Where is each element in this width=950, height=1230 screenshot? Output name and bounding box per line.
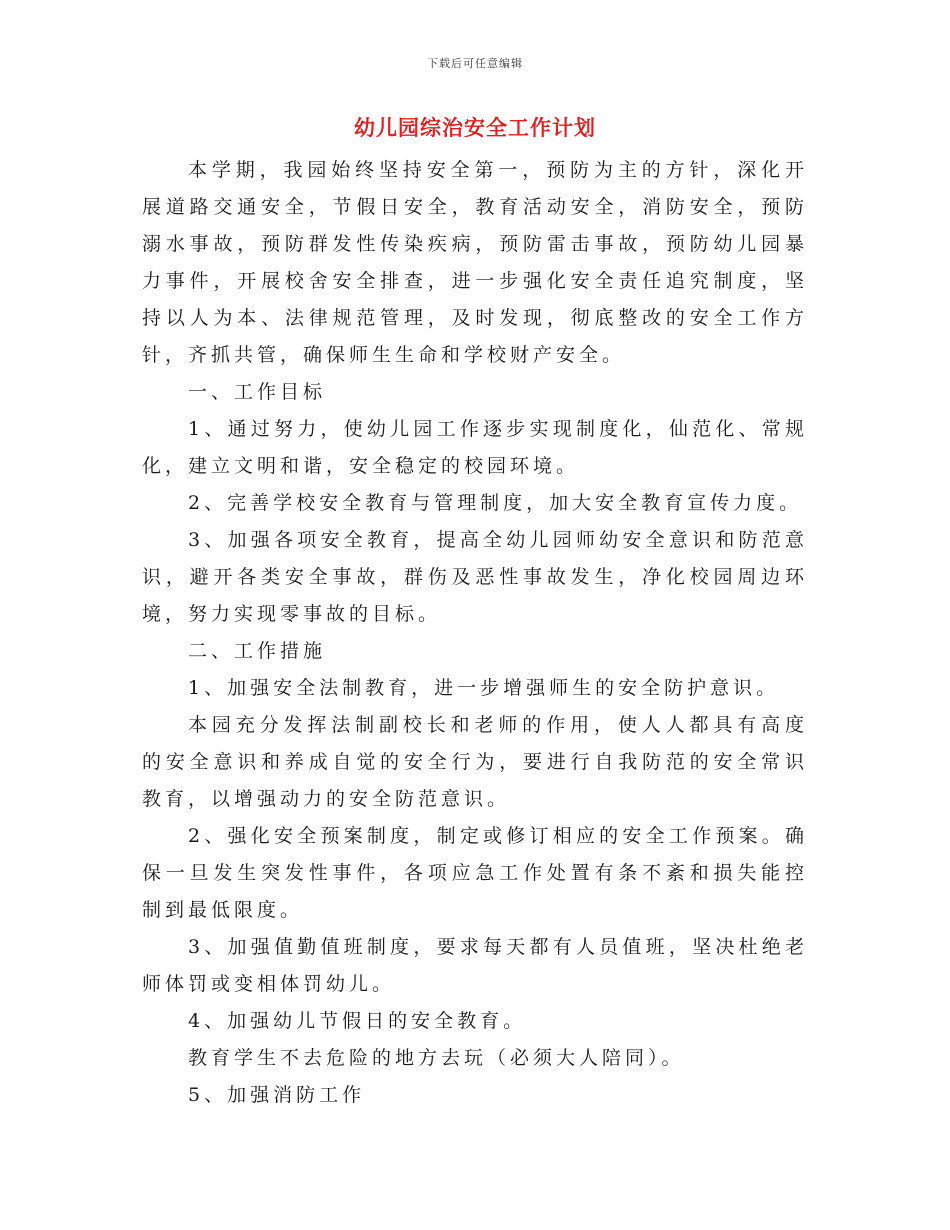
paragraph-measure-2: 2、强化安全预案制度，制定或修订相应的安全工作预案。确保一旦发生突发性事件，各项应急工作处置有条不紊和损失能控制到最低限度。	[142, 825, 808, 921]
paragraph-measure-1: 1、加强安全法制教育，进一步增强师生的安全防护意识。	[188, 677, 780, 699]
section-heading-measures: 二、工作措施	[188, 640, 327, 662]
paragraph-goal-2: 2、完善学校安全教育与管理制度，加大安全教育宣传力度。	[188, 492, 803, 514]
document-body	[142, 152, 808, 1114]
paragraph-measure-4-detail: 教育学生不去危险的地方去玩（必须大人陪同）。	[188, 1047, 685, 1069]
paragraph-measure-5: 5、加强消防工作	[188, 1084, 366, 1106]
paragraph-measure-4: 4、加强幼儿节假日的安全教育。	[188, 1010, 527, 1032]
paragraph-intro: 本学期，我园始终坚持安全第一，预防为主的方针，深化开展道路交通安全，节假日安全，教育活动安全，消防安全，预防溺水事故，预防群发性传染疾病，预防雷击事故，预防幼儿园暴力事件，开展校舍安全排查，进一步强化安全责任追究制度，坚持以人为本、法律规范管理，及时发现，彻底整改的安全工作方针，齐抓共管，确保师生生命和学校财产安全。	[142, 159, 808, 366]
header-note: 下载后可任意编辑	[427, 57, 523, 70]
document-title: 幼儿园综治安全工作计划	[354, 116, 596, 140]
paragraph-goal-1: 1、通过努力，使幼儿园工作逐步实现制度化，仙范化、常规化，建立文明和谐，安全稳定的校园环境。	[142, 418, 808, 477]
paragraph-measure-3: 3、加强值勤值班制度，要求每天都有人员值班，坚决杜绝老师体罚或变相体罚幼儿。	[142, 936, 808, 995]
paragraph-goal-3: 3、加强各项安全教育，提高全幼儿园师幼安全意识和防范意识，避开各类安全事故，群伤及恶性事故发生，净化校园周边环境，努力实现零事故的目标。	[142, 529, 808, 625]
paragraph-measure-1-detail: 本园充分发挥法制副校长和老师的作用，使人人都具有高度的安全意识和养成自觉的安全行为，要进行自我防范的安全常识教育，以增强动力的安全防范意识。	[142, 714, 808, 810]
section-heading-goals: 一、工作目标	[188, 381, 327, 403]
